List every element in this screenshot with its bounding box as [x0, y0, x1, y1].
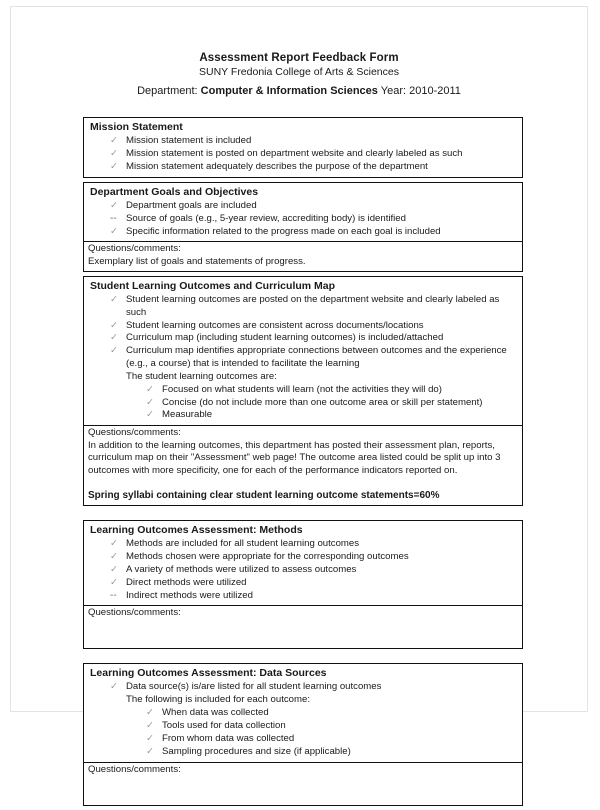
year-label: Year:: [380, 85, 407, 97]
checkmark-icon: ✓: [146, 707, 155, 719]
checklist-item[interactable]: [88, 538, 518, 550]
checklist-item[interactable]: [88, 707, 518, 719]
checklist-item[interactable]: [88, 564, 518, 576]
checklist-item[interactable]: [88, 590, 518, 602]
checklist-item-label: Specific information related to the progress made on each goal is included: [126, 225, 441, 237]
checklist-item[interactable]: [88, 320, 518, 332]
checklist-item[interactable]: [88, 294, 518, 319]
checkmark-icon: ✓: [146, 733, 155, 745]
checklist-item-label: Student learning outcomes are consistent across documents/locations: [126, 319, 424, 331]
questions-comments-highlight: Spring syllabi containing clear student learning outcome statements=60%: [88, 489, 440, 501]
form-section: [83, 276, 523, 506]
checklist-item-label: Mission statement adequately describes the purpose of the department: [126, 160, 428, 172]
year-value: 2010-2011: [409, 85, 461, 97]
checkmark-icon: ✓: [110, 319, 119, 331]
checklist-item[interactable]: [88, 720, 518, 732]
checkmark-icon: ✓: [110, 345, 119, 357]
checklist-item-label: When data was collected: [162, 707, 269, 719]
section-body: [84, 183, 522, 242]
checklist-item[interactable]: [88, 148, 518, 160]
section-title: Department Goals and Objectives: [90, 185, 259, 198]
section-title: Mission Statement: [90, 121, 183, 133]
checkmark-icon: ✓: [110, 160, 119, 172]
checklist-item[interactable]: [88, 746, 518, 758]
form-section: [83, 520, 523, 650]
checklist-item[interactable]: [88, 551, 518, 563]
checklist-item[interactable]: [88, 397, 518, 409]
section-title: Student Learning Outcomes and Curriculum Map: [90, 280, 336, 293]
checkmark-icon: ✓: [110, 537, 119, 549]
questions-comments-area[interactable]: [84, 242, 522, 271]
checklist: [88, 200, 518, 238]
checkmark-icon: ✓: [146, 383, 155, 395]
checklist-item[interactable]: [88, 161, 518, 173]
checklist-item-label: The following is included for each outcome:: [126, 694, 310, 706]
checklist: [88, 681, 518, 758]
checklist-item-label: Department goals are included: [126, 199, 257, 211]
form-sections: [83, 117, 523, 810]
dash-marker-icon: --: [110, 589, 117, 601]
checklist-item[interactable]: [88, 200, 518, 212]
checklist-item-label: Indirect methods were utilized: [126, 589, 253, 601]
department-value: Computer & Information Sciences: [200, 85, 378, 97]
document-title: Assessment Report Feedback Form: [199, 52, 399, 64]
checklist-item-label: Mission statement is posted on department website and clearly labeled as such: [126, 147, 463, 159]
checklist-item-label: Curriculum map identifies appropriate connections between outcomes and the experience (e.g., a course) that is intended to facilitate the learning: [126, 345, 507, 369]
document-meta: [11, 83, 587, 99]
questions-comments-text: Exemplary list of goals and statements of progress.: [88, 255, 306, 267]
checkmark-icon: ✓: [110, 550, 119, 562]
section-body: [84, 118, 522, 177]
checklist-item[interactable]: [88, 213, 518, 225]
checkmark-icon: ✓: [110, 332, 119, 344]
checklist-item-label: Data source(s) is/are listed for all student learning outcomes: [126, 681, 382, 693]
form-section: [83, 663, 523, 805]
checklist-item[interactable]: [88, 577, 518, 589]
questions-comments-area[interactable]: [84, 426, 522, 505]
section-title: Learning Outcomes Assessment: Data Sources: [90, 667, 327, 680]
section-body: [84, 521, 522, 606]
checklist-item-label: A variety of methods were utilized to assess outcomes: [126, 563, 357, 575]
document-page: [10, 6, 588, 775]
section-title: Learning Outcomes Assessment: Methods: [90, 523, 303, 536]
checklist-item-label: Concise (do not include more than one outcome area or skill per statement): [162, 396, 483, 408]
questions-comments-label: Questions/comments:: [88, 763, 181, 775]
checklist-item-label: The student learning outcomes are:: [126, 370, 277, 382]
checklist-item[interactable]: [88, 345, 518, 370]
checkmark-icon: ✓: [110, 199, 119, 211]
checklist-item[interactable]: [88, 681, 518, 693]
checklist-item[interactable]: [88, 733, 518, 745]
document-header: [11, 7, 587, 99]
checklist-item-label: Student learning outcomes are posted on the department website and clearly labeled as such: [126, 294, 500, 318]
checkmark-icon: ✓: [110, 681, 119, 693]
checklist-item-label: Methods chosen were appropriate for the corresponding outcomes: [126, 550, 409, 562]
checklist-item[interactable]: [88, 226, 518, 238]
checklist-item[interactable]: [88, 384, 518, 396]
checkmark-icon: ✓: [110, 147, 119, 159]
checkmark-icon: ✓: [110, 294, 119, 306]
checklist-item-label: Measurable: [162, 409, 213, 421]
section-body: [84, 277, 522, 425]
checklist-item-label: Sampling procedures and size (if applicable): [162, 746, 351, 757]
checkmark-icon: ✓: [110, 563, 119, 575]
checklist-item-label: Mission statement is included: [126, 135, 252, 146]
questions-comments-label: Questions/comments:: [88, 427, 181, 439]
questions-comments-label: Questions/comments:: [88, 243, 181, 255]
checklist-item-label: Methods are included for all student learning outcomes: [126, 537, 360, 549]
checkmark-icon: ✓: [110, 576, 119, 588]
checkmark-icon: ✓: [110, 135, 119, 146]
checklist: [88, 135, 518, 173]
form-section: [83, 117, 523, 178]
checklist-item-label: From whom data was collected: [162, 733, 295, 745]
checkmark-icon: ✓: [110, 225, 119, 237]
questions-comments-text: In addition to the learning outcomes, this department has posted their assessment plan, reports, curriculum map on their "Assessment" web page! The outcome area listed could be split up into 3 outcomes with more specificity, one for each of the performance indicators reported on.: [88, 439, 501, 476]
checklist-item[interactable]: [88, 332, 518, 344]
checklist-item-label: Curriculum map (including student learning outcomes) is included/attached: [126, 332, 444, 344]
checklist-item-label: Focused on what students will learn (not the activities they will do): [162, 383, 442, 395]
questions-comments-area[interactable]: [84, 763, 522, 805]
checklist: [88, 538, 518, 602]
checkmark-icon: ✓: [146, 746, 155, 757]
questions-comments-area[interactable]: [84, 606, 522, 648]
checklist-item-label: Source of goals (e.g., 5-year review, accrediting body) is identified: [126, 212, 406, 224]
checklist-item[interactable]: [88, 409, 518, 421]
checkmark-icon: ✓: [146, 720, 155, 732]
checkmark-icon: ✓: [146, 409, 155, 421]
department-label: Department:: [137, 85, 198, 97]
questions-comments-label: Questions/comments:: [88, 607, 181, 619]
checkmark-icon: ✓: [146, 396, 155, 408]
form-section: [83, 182, 523, 273]
checklist-item[interactable]: [88, 694, 518, 706]
checklist: [88, 294, 518, 422]
document-subtitle: SUNY Fredonia College of Arts & Sciences: [199, 66, 399, 78]
checklist-item-label: Tools used for data collection: [162, 720, 286, 732]
checklist-item-label: Direct methods were utilized: [126, 576, 247, 588]
section-body: [84, 664, 522, 761]
checklist-item[interactable]: [88, 371, 518, 383]
checklist-item[interactable]: [88, 135, 518, 147]
dash-marker-icon: --: [110, 212, 117, 224]
